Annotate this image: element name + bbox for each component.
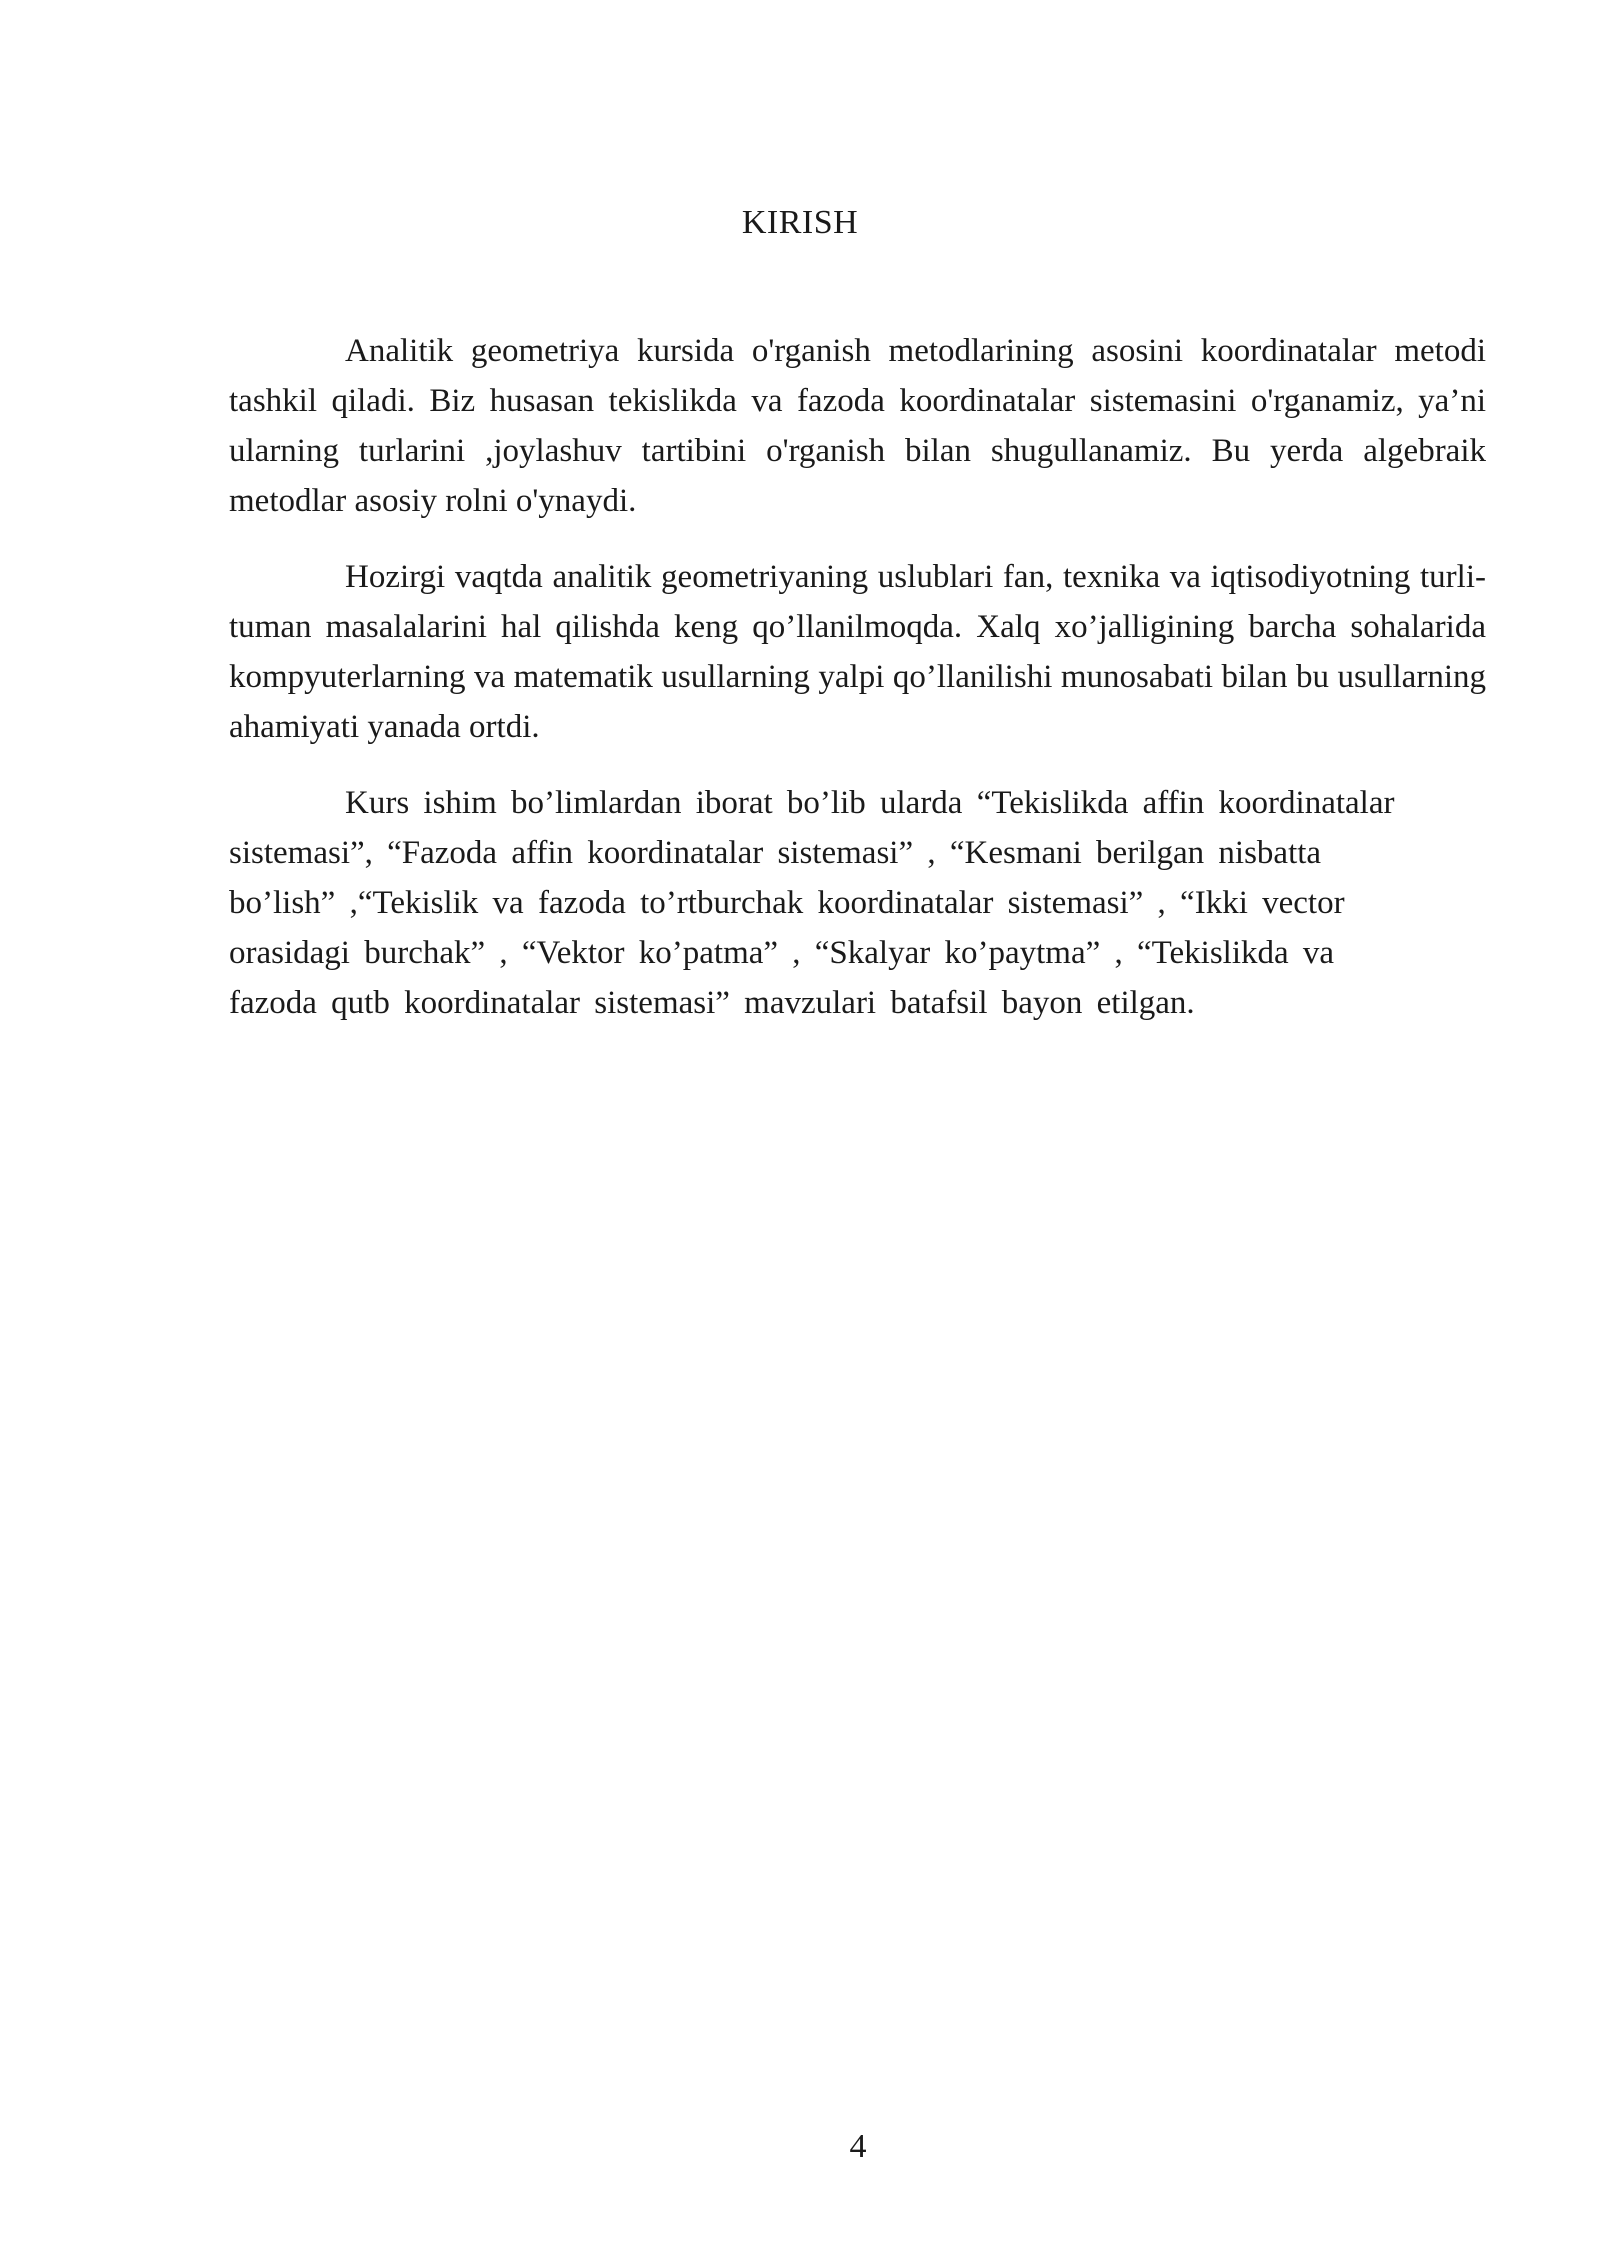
paragraph-applications: Hozirgi vaqtda analitik geometriyaning uslublari fan, texnika va iqtisodiyotning turli-tuman masalalarini hal qilishda keng qo’llanilmoqda. Xalq xo’jalligining barcha sohalarida kompyuterlarning va matematik usullarning yalpi qo’llanilishi munosabati bilan bu usullarning ahamiyati yanada ortdi. [229, 559, 1486, 745]
page-number: 4 [849, 2128, 867, 2165]
paragraph-intro: Analitik geometriya kursida o'rganish metodlarining asosini koordinatalar metodi tashkil qiladi. Biz husasan tekislikda va fazoda koordinatalar sistemasini o'rganamiz, ya’ni ularning turlarini ,joylashuv tartibini o'rganish bilan shugullanamiz. Bu yerda algebraik metodlar asosiy rolni o'ynaydi. [229, 333, 1486, 519]
section-title: KIRISH [741, 204, 859, 241]
body-text [229, 326, 1486, 1054]
paragraph-contents: Kurs ishim bo’limlardan iborat bo’lib ularda “Tekislikda affin koordinatalar sistemasi”, “Fazoda affin koordinatalar sistemasi” , “Kesmani berilgan nisbatta bo’lish” ,“Tekislik va fazoda to’rtburchak koordinatalar sistemasi” , “Ikki vector orasidagi burchak” , “Vektor ko’patma” , “Skalyar ko’paytma” , “Tekislikda va fazoda qutb koordinatalar sistemasi” mavzulari batafsil bayon etilgan. [229, 785, 1395, 1021]
